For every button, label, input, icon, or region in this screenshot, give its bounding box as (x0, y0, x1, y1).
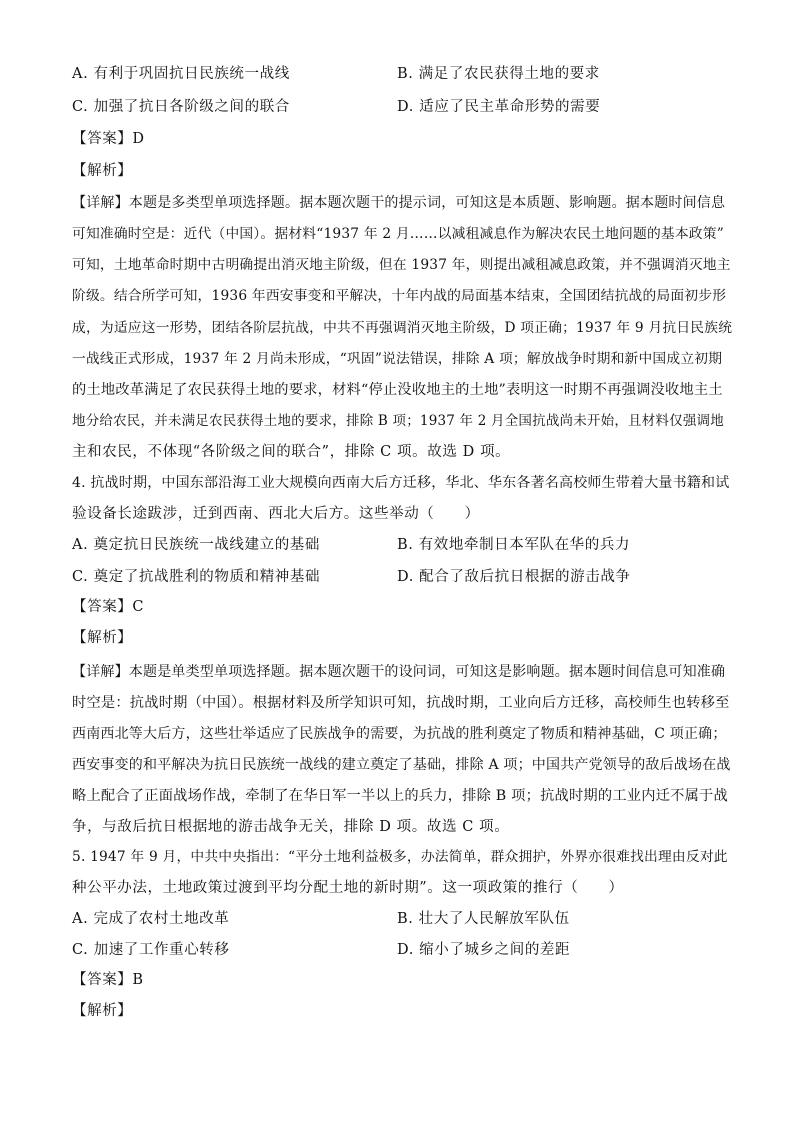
q5-option-c: C. 加速了工作重心转移 (72, 942, 230, 958)
q3-detail-line: 可知准确时空是：近代（中国）。据材料“1937 年 2 月……以减租减息作为解决农民土地问题的基本政策” (72, 226, 724, 242)
q3-answer: 【答案】D (72, 131, 145, 147)
q4-analysis-label: 【解析】 (72, 630, 133, 646)
q3-detail-line: 成，为适应这一形势，团结各阶层抗战，中共不再强调消灭地主阶级，D 项正确；1937 年 9 月抗日民族统 (72, 320, 733, 336)
q4-detail-line: 西南西北等大后方，这些壮举适应了民族战争的需要，为抗战的胜利奠定了物质和精神基础，C 项正确； (72, 726, 727, 742)
q4-stem-line: 验设备长途跋涉，迁到西南、西北大后方。这些举动（ ） (72, 506, 480, 522)
q4-detail-line: 【详解】本题是单类型单项选择题。据本题次题干的设问词，可知这是影响题。据本题时间信息可知准确 (72, 664, 726, 680)
q3-detail-line: 可知，土地革命时期中古明确提出消灭地主阶级，但在 1937 年，则提出减租减息政策，并不强调消灭地主 (72, 257, 731, 273)
q3-detail-line: 一战线正式形成，1937 年 2 月尚未形成，“巩固”说法错误，排除 A 项；解放战争时期和新中国成立初期 (72, 351, 723, 367)
q4-option-c: C. 奠定了抗战胜利的物质和精神基础 (72, 569, 321, 585)
q3-option-b: B. 满足了农民获得土地的要求 (397, 66, 600, 82)
q5-option-b: B. 壮大了人民解放军队伍 (397, 911, 570, 927)
q5-analysis-label: 【解析】 (72, 1003, 133, 1019)
q3-option-a: A. 有利于巩固抗日民族统一战线 (72, 66, 290, 82)
q4-detail-line: 时空是：抗战时期（中国）。根据材料及所学知识可知，抗战时期，工业向后方迁移，高校师生也转移至 (72, 695, 730, 711)
q3-detail-line: 的土地改革满足了农民获得土地的要求，材料“停止没收地主的土地”表明这一时期不再强调没收地主土 (72, 382, 723, 398)
q4-option-b: B. 有效地牵制日本军队在华的兵力 (397, 537, 631, 553)
q3-option-c: C. 加强了抗日各阶级之间的联合 (72, 99, 290, 115)
q5-option-a: A. 完成了农村土地改革 (72, 911, 230, 927)
q5-stem-line: 种公平办法，土地政策过渡到平均分配土地的新时期”。这一项政策的推行（ ） (72, 880, 624, 896)
q3-detail-line: 主和农民，不体现“各阶级之间的联合”，排除 C 项。故选 D 项。 (72, 444, 511, 460)
q4-answer: 【答案】C (72, 599, 145, 615)
q4-stem-line: 4. 抗战时期，中国东部沿海工业大规模向西南大后方迁移，华北、华东各著名高校师生带着大量书籍和试 (72, 475, 730, 491)
q5-option-d: D. 缩小了城乡之间的差距 (397, 942, 571, 958)
q5-answer: 【答案】B (72, 972, 144, 988)
q3-detail-line: 地分给农民，并未满足农民获得土地的要求，排除 B 项；1937 年 2 月全国抗战尚未开始，且材料仅强调地 (72, 413, 724, 429)
q3-detail-line: 阶级。结合所学可知，1936 年西安事变和平解决，十年内战的局面基本结束，全国团结抗战的局面初步形 (72, 288, 727, 304)
q4-detail-line: 西安事变的和平解决为抗日民族统一战线的建立奠定了基础，排除 A 项；中国共产党领导的敌后战场在战 (72, 757, 731, 773)
q3-detail-line: 【详解】本题是多类型单项选择题。据本题次题干的提示词，可知这是本质题、影响题。据本题时间信息 (72, 195, 726, 211)
q4-detail-line: 争，与敌后抗日根据地的游击战争无关，排除 D 项。故选 C 项。 (72, 819, 510, 835)
q4-option-d: D. 配合了敌后抗日根据的游击战争 (397, 569, 631, 585)
q4-option-a: A. 奠定抗日民族统一战线建立的基础 (72, 537, 320, 553)
q3-analysis-label: 【解析】 (72, 163, 133, 179)
q3-option-d: D. 适应了民主革命形势的需要 (397, 99, 601, 115)
q4-detail-line: 略上配合了正面战场作战，牵制了在华日军一半以上的兵力，排除 B 项；抗战时期的工业内迁不属于战 (72, 788, 728, 804)
q5-stem-line: 5. 1947 年 9 月，中共中央指出：“平分土地利益极多，办法简单，群众拥护，外界亦很难找出理由反对此 (72, 849, 728, 865)
